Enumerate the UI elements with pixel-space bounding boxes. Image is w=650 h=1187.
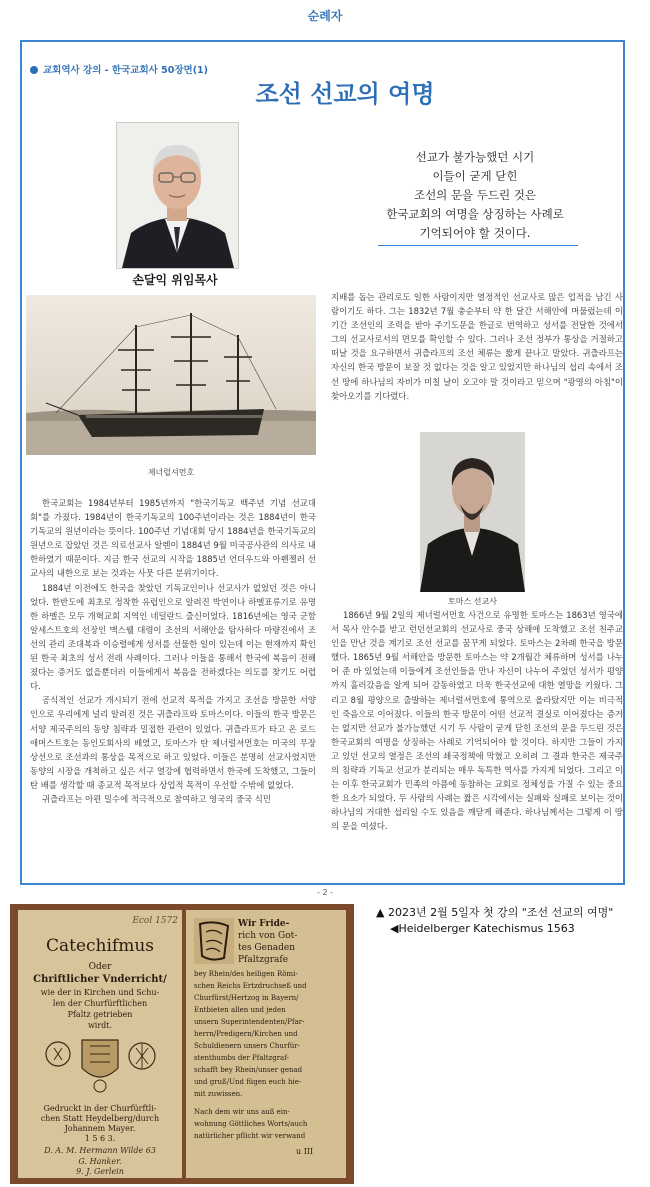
handwritten-note: Ecol 1572	[132, 916, 178, 926]
book-text-line: natürlicher pflicht wir verwand	[194, 1132, 306, 1140]
book-text-line: u III	[296, 1147, 314, 1156]
imprint-line: 1 5 6 3.	[84, 1134, 116, 1143]
book-right-page	[186, 910, 346, 1178]
page-number: - 2 -	[317, 888, 333, 897]
series-label-text: 교회역사 강의 - 한국교회사 50장면(1)	[43, 65, 208, 76]
book-text-line: stenthumbs der Pfaltzgraf-	[194, 1054, 289, 1062]
book-text-line: schafft bey Rhein/unser genad	[194, 1066, 303, 1074]
pull-quote-line: 조선의 문을 두드린 것은	[413, 188, 537, 202]
ship-photo	[26, 295, 316, 455]
pull-quote-line: 한국교회의 여명을 상징하는 사례로	[386, 207, 564, 221]
drop-initial-icon	[194, 918, 234, 964]
book-text-line: bey Rhein/des heiligen Römi-	[194, 970, 298, 978]
paragraph: 1884년 이전에도 한국을 찾았던 기독교인이나 선교사가 없었던 것은 아니었다. 한반도에 최초로 정착한 유럽인으로 알려진 박연이나 하멜표류기로 유명한 하멜은 모두 개혁교회 지역인 네덜란드 출신이었다. 1816년에는 영국 군함 알세스트호의 선장인 맥스웰 대령이 조선의 서해안을 탐사하다 마량진에서 조선의 관리 조대복과 이승렬에게 성서를 선물한 일이 있는데 이는 현재까지 확인된 한국 최초의 성서 전래 사례이다. 그러나 이들을 통해서 한국에 복음이 전해졌다는 증거도 없을뿐더러 이들에게서 복음을 전하겠다는 의도를 찾기도 어렵다.	[30, 582, 316, 692]
imprint-line: chen Statt Heydelberg/durch	[40, 1114, 160, 1123]
paragraph: 1866년 9월 2일의 제너럴셔먼호 사건으로 유명한 토마스는 1863년 영국에서 목사 안수를 받고 런던선교회의 선교사로 중국 상해에 도착했고 조선 천주교인을 만난 것을 계기로 조선 선교를 꿈꾸게 되었다. 토마스는 2차례 한국을 방문했다. 1865년 9월 서해안을 방문한 토마스는 약 2개월간 체류하며 성서를 나누어 준 바 있었는데 이들에게 조선인들을 만나 자신이 나누어 주었던 성서가 평양까지 흘러갔음을 알게 되어 감동하였고 더욱 한국선교에 대한 열망을 키웠다. 그리고 8월 평양으로 출발하는 제너럴셔먼호에 통역으로 올라탔지만 이는 비극적인 죽음으로 이어졌다. 이들의 한국 방문이 어떤 선교적 결실로 이어졌다는 증거는 없지만 선교가 불가능했던 시기 두 사람이 굳게 닫힌 조선의 문을 두드린 것은 한국교회의 여명을 상징하는 사례로 기억되어야 할 것이다. 하지만 그들이 가지고 있던 선교의 열정은 조선의 쇄국정책에 막혔고 오히려 그 결과 한국은 제국주의 침략과 기독교 선교가 분리되는 매우 독특한 역사를 가지게 되었다. 그리고 이는 이후 한국교회가 민족의 아픔에 동참하는 교회로 정체성을 가질 수 있는 중요한 요소가 되었다. 두 사람의 사례는 짧은 시각에서는 실패와 실패로 보이는 것이 하나님의 거대한 섭리일 수도 있음을 깨닫게 해준다. 하나님께서는 그렇게 이 땅의 문을 여셨다.	[331, 610, 623, 832]
body-column-right-bottom	[331, 608, 623, 880]
series-label	[30, 62, 208, 76]
book-subtitle-line: wie der in Kirchen und Schu-	[40, 988, 160, 997]
bullet-icon	[30, 66, 38, 74]
author-photo	[116, 122, 239, 269]
pull-quote-line: 이들이 굳게 닫힌	[432, 169, 518, 183]
coat-of-arms-icon	[42, 1034, 158, 1096]
book-subtitle-line: Oder	[88, 962, 112, 972]
book-text-line: Wir Fride-	[238, 919, 290, 929]
body-column-left	[30, 496, 316, 879]
imprint-line: Johannem Mayer.	[64, 1124, 136, 1133]
ship-caption: 제너럴셔먼호	[147, 468, 195, 477]
handwritten-note: G. Hanker.	[78, 1157, 122, 1166]
book-text-line: Churfürst/Hertzog in Bayern/	[194, 994, 299, 1002]
book-text-line: Entbieten allen und jeden	[194, 1006, 286, 1014]
pull-quote-line: 선교가 불가능했던 시기	[415, 150, 535, 164]
photo-note: ◀Heidelberger Katechismus 1563	[390, 922, 575, 935]
article-title: 조선 선교의 여명	[255, 79, 435, 108]
imprint-line: Gedruckt in der Churfürftli-	[43, 1104, 157, 1113]
book-text-line: wohnung Göttliches Worts/auch	[194, 1120, 308, 1128]
book-text-line: schen Reichs Ertzdruchseß und	[194, 982, 307, 990]
pull-quote-line: 기억되어야 할 것이다.	[419, 226, 531, 240]
pull-quote	[350, 148, 600, 243]
catechism-book-photo	[10, 904, 354, 1184]
thomas-photo	[420, 432, 525, 592]
book-text-line: Pfaltzgrafe	[238, 955, 289, 965]
thomas-caption: 토마스 선교사	[448, 597, 497, 606]
paragraph: 지배를 돕는 관리로도 일한 사람이지만 열정적인 선교사로 많은 업적을 남긴 사람이기도 하다. 그는 1832년 7월 충순부터 약 한 달간 서해안에 머물렀는데 이 기간 조선인의 조력을 받아 주기도문을 한글로 번역하고 성서를 전달한 것에서 그의 선교사로서의 면모를 확인할 수 있다. 그러나 조선 정부가 통상을 거절하고 떠날 것을 요구하면서 귀츨라프의 조선 체류는 짧게 끝나고 말았다. 귀츨라프는 자신의 한국 방문이 보잘 것 없다는 것을 알고 있었지만 하나님의 섭리 속에서 조선 땅에 하나님의 자비가 미칠 날이 오고야 말 것이라고 믿으며 "광명의 아침"이 찾아오기를 기다렸다.	[331, 292, 623, 401]
body-column-right-top	[331, 290, 623, 430]
book-title: Catechifmus	[45, 936, 155, 956]
book-subtitle-line: Chriftlicher Vnderricht/	[33, 974, 167, 985]
book-left-page	[18, 910, 182, 1178]
book-text-line: unsern Superintendenten/Pfar-	[194, 1018, 305, 1026]
author-name: 손달익 위임목사	[132, 273, 218, 287]
handwritten-note: D. A. M. Hermann Wilde 63	[44, 1146, 156, 1155]
masthead: 순례자	[307, 9, 343, 23]
handwritten-note: 9. J. Gerlein	[76, 1167, 124, 1176]
paragraph: 귀츨라프는 아편 밀수에 적극적으로 참여하고 영국의 중국 식민	[42, 793, 271, 804]
book-text-line: mit zuwissen.	[194, 1090, 243, 1098]
book-subtitle-line: wirdt.	[87, 1021, 113, 1030]
quote-divider	[378, 245, 578, 246]
book-subtitle-line: len der Churfürftlichen	[52, 999, 148, 1008]
book-text-line: und gruß/Und fügen euch hie-	[194, 1078, 302, 1086]
book-subtitle-line: Pfaltz getrieben	[67, 1010, 133, 1019]
photo-note: ▲ 2023년 2월 5일자 첫 강의 "조선 선교의 여명"	[376, 906, 614, 919]
book-text-line: Schuldienern unsers Churfür-	[194, 1042, 301, 1050]
book-text-line: rich von Got-	[238, 931, 298, 941]
paragraph: 공식적인 선교가 개시되기 전에 선교적 목적을 가지고 조선을 방문한 서양인으로 우리에게 널리 알려진 것은 귀츨라프와 토마스이다. 이들의 한국 방문은 서양 제국주의의 동양 침략과 밀접한 관련이 있었다. 귀츨라프가 타고 온 로드 애머스트호는 동인도회사의 배였고, 토마스가 탄 제너럴셔먼호는 미국의 무장상선으로 조선과의 통상을 목적으로 하고 있었다. 이들은 분명히 선교사였지만 동양의 시장을 개척하고 싶은 서구 열강에 협력하면서 한국에 도착했고, 그들이 탄 배를 생각할 때 종교적 목적보다 상업적 목적이 우선할 수밖에 없었다.	[30, 695, 316, 790]
book-text-line: Nach dem wir uns auß ein-	[194, 1108, 290, 1116]
book-text-line: tes Genaden	[238, 943, 295, 953]
book-text-line: herrn/Predigern/Kirchen und	[194, 1030, 298, 1038]
paragraph: 한국교회는 1984년부터 1985년까지 "한국기독교 백주년 기념 선교대회"를 가졌다. 1984년이 한국기독교의 100주년이라는 것은 1884년이 한국기독교의 원년이라는 뜻이다. 100주년 기념대회 당시 1884년을 한국기독교의 원년으로 잡았던 것은 의료선교사 알렌이 1884년 9월 미국공사관의 의사로 내한하였기 때문이다. 지금 한국 선교의 시작을 1885년 언더우드와 아펜젤러 선교사의 내한으로 보는 것과는 사뭇 다른 분위기이다.	[30, 498, 316, 579]
